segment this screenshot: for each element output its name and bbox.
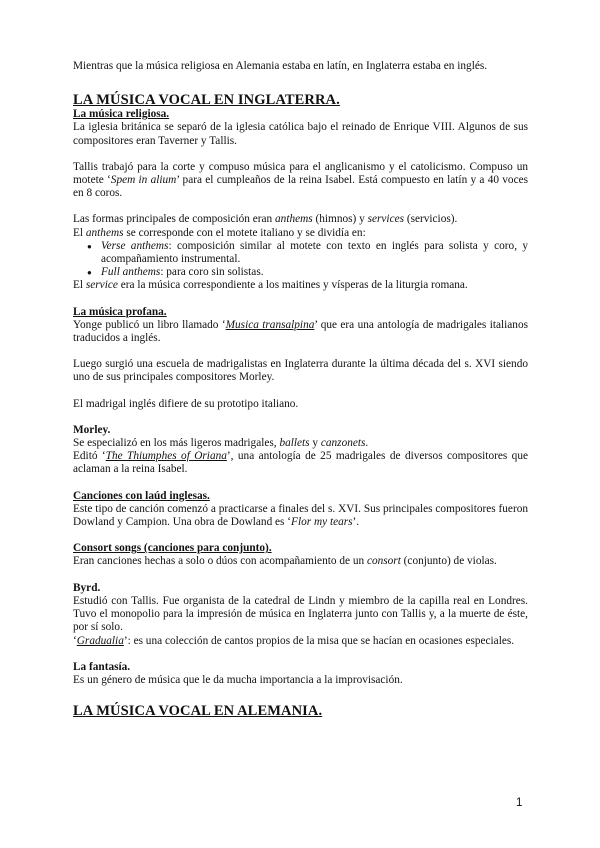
- work-title-spem-in-alium: Spem in alium: [110, 174, 177, 187]
- fantasia-paragraph-1: Es un género de música que le da mucha importancia a la improvisación.: [73, 673, 403, 686]
- work-title-gradualia: Gradualia: [76, 634, 124, 647]
- list-item: ● Verse anthems: composición similar al motete con texto en inglés para solista y coro, y acompañamiento instrumental.: [87, 239, 529, 266]
- heading-byrd: Byrd.: [73, 581, 101, 594]
- morley-paragraph-1: Se especializó en los más ligeros madrigales, ballets y canzonets.: [73, 437, 369, 450]
- section-title-alemania: LA MÚSICA VOCAL EN ALEMANIA.: [73, 703, 323, 720]
- religiosa-paragraph-3: Las formas principales de composición eran anthems (himnos) y services (servicios).: [73, 213, 458, 226]
- heading-fantasia: La fantasía.: [73, 660, 131, 673]
- section-title-inglaterra: LA MÚSICA VOCAL EN INGLATERRA.: [73, 92, 340, 109]
- religiosa-paragraph-1: La iglesia británica se separó de la iglesia católica bajo el reinado de Enrique VIII. Algunos de sus compositores eran Taverner y Tallis.: [73, 121, 528, 147]
- heading-canciones-laud: Canciones con laúd inglesas.: [73, 489, 210, 502]
- canciones-paragraph-1: Este tipo de canción comenzó a practicarse a finales del s. XVI. Sus principales compositores fueron Dowland y Campion. Una obra de Dowland es ‘Flor my tears’.: [73, 502, 528, 529]
- work-title-oriana: The Thiumphes of Oriana: [105, 450, 227, 463]
- page-number: 1: [516, 797, 523, 809]
- byrd-paragraph-1: Estudió con Tallis. Fue organista de la catedral de Lindn y miembro de la capilla real en Londres. Tuvo el monopolio para la impresión de música en Inglaterra junto con Tallis y, a la muerte de éste, por sí solo.: [73, 594, 528, 634]
- anthems-list: [73, 240, 528, 280]
- work-title-flor-my-tears: Flor my tears: [291, 516, 353, 529]
- religiosa-paragraph-4: El anthems se corresponde con el motete italiano y se dividía en:: [73, 226, 366, 239]
- heading-musica-religiosa: La música religiosa.: [73, 108, 170, 121]
- morley-paragraph-2: Editó ‘The Thiumphes of Oriana’, una antología de 25 madrigales de diversos compositores que aclaman a la reina Isabel.: [73, 450, 528, 476]
- profana-paragraph-3: El madrigal inglés difiere de su prototipo italiano.: [73, 397, 299, 410]
- heading-morley: Morley.: [73, 423, 111, 436]
- bullet-icon: ●: [87, 241, 92, 251]
- heading-musica-profana: La música profana.: [73, 305, 167, 318]
- consort-paragraph-1: Eran canciones hechas a solo o dúos con acompañamiento de un consort (conjunto) de violas.: [73, 555, 497, 568]
- work-title-musica-transalpina: Musica transalpina: [225, 318, 315, 331]
- religiosa-paragraph-5: El service era la música correspondiente a los maitines y vísperas de la liturgia romana.: [73, 279, 468, 292]
- document-body: [73, 60, 528, 719]
- religiosa-paragraph-2: Tallis trabajó para la corte y compuso música para el anglicanismo y el catolicismo. Compuso un motete ‘Spem in alium’ para el cumpleaños de la reina Isabel. Está compuesto en latín y a 40 voces en 8 coros.: [73, 160, 529, 200]
- profana-paragraph-2: Luego surgió una escuela de madrigalistas en Inglaterra durante la última década del s. XVI siendo uno de sus principales compositores Morley.: [73, 358, 528, 384]
- profana-paragraph-1: Yonge publicó un libro llamado ‘Musica transalpina’ que era una antología de madrigales italianos traducidos a inglés.: [73, 318, 528, 345]
- intro-paragraph: Mientras que la música religiosa en Alemania estaba en latín, en Inglaterra estaba en inglés.: [73, 60, 488, 72]
- byrd-paragraph-2: ‘Gradualia’: es una colección de cantos propios de la misa que se hacían en ocasiones especiales.: [73, 634, 515, 647]
- bullet-icon: ●: [87, 268, 92, 278]
- heading-consort-songs: Consort songs (canciones para conjunto).: [73, 542, 272, 555]
- list-item: ● Full anthems: para coro sin solistas.: [87, 266, 264, 279]
